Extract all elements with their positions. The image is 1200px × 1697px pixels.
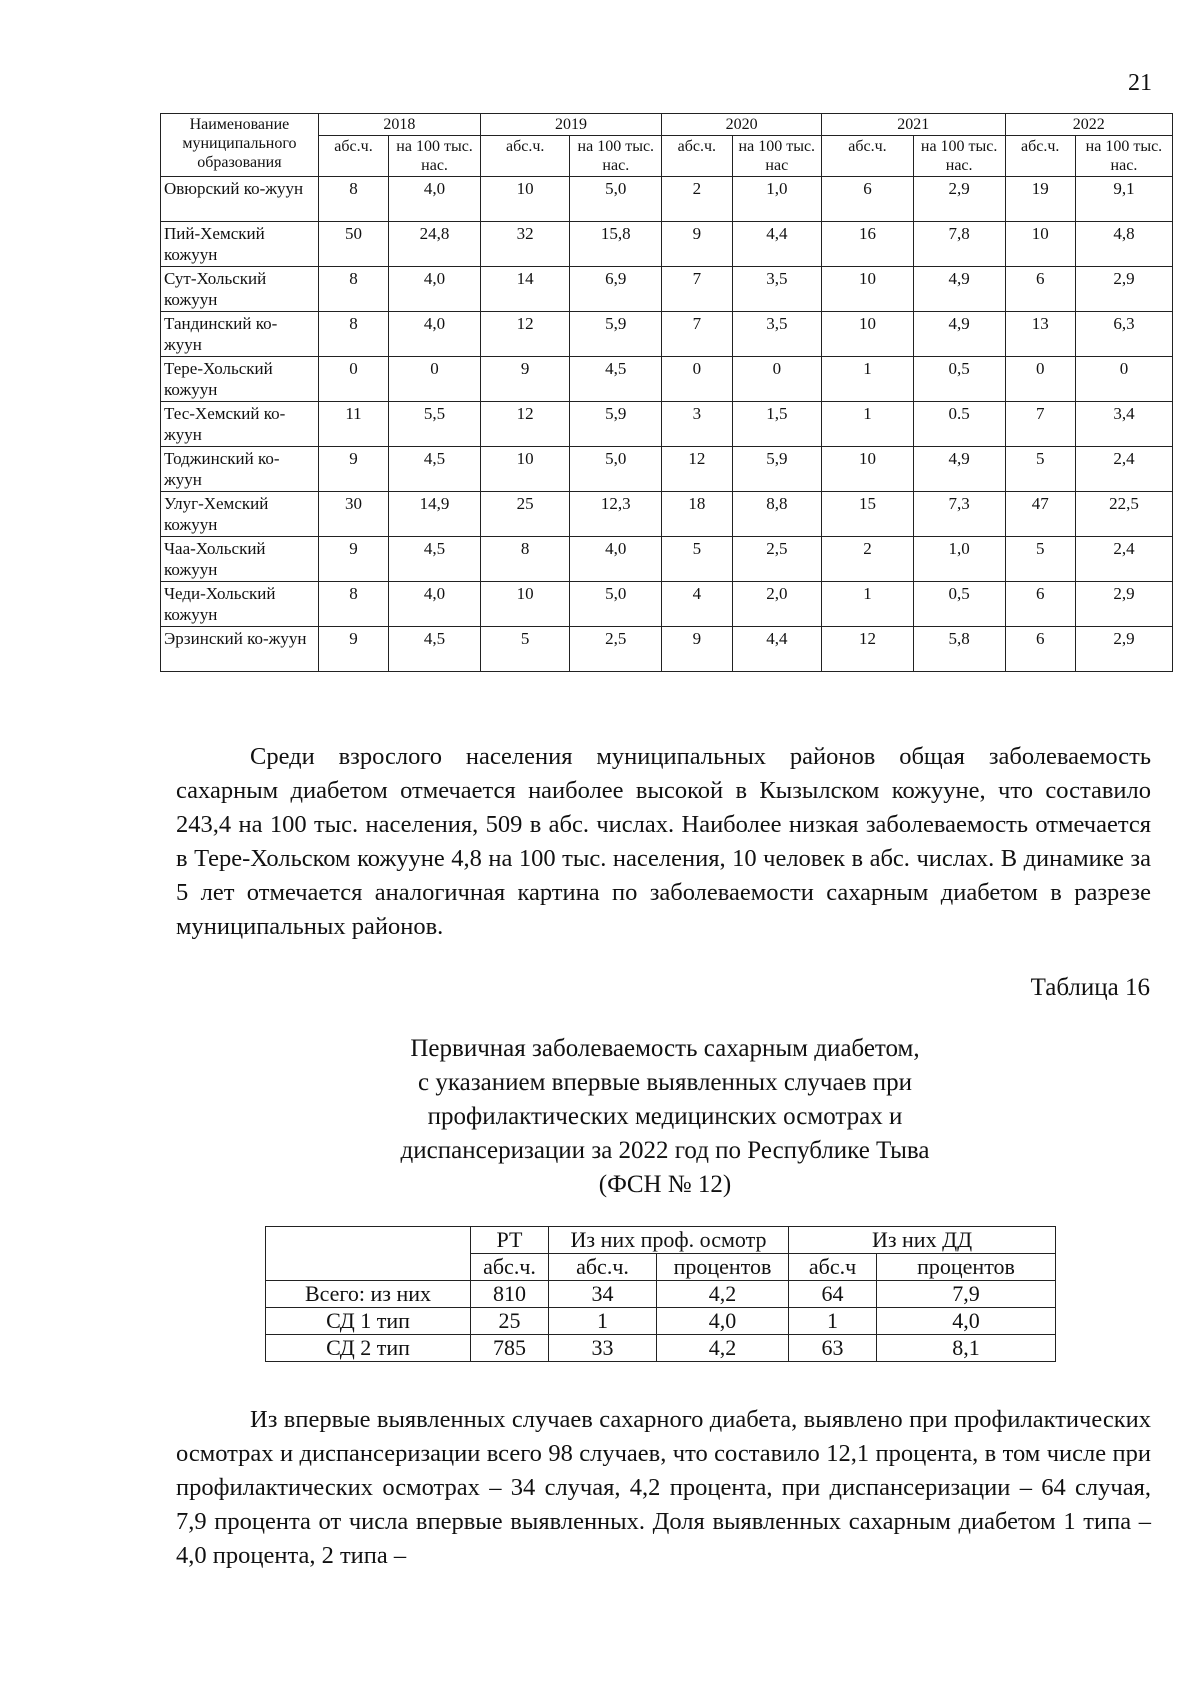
cell: 4,0 (657, 1308, 789, 1335)
table-row (161, 222, 1173, 267)
caption-line: диспансеризации за 2022 год по Республике Тыва (400, 1137, 930, 1164)
cell: 1 (549, 1308, 657, 1335)
cell: 4,0 (389, 582, 481, 627)
header-subcol: на 100 тыс. нас. (570, 136, 662, 177)
cell: 5 (662, 537, 732, 582)
cell: 15 (822, 492, 914, 537)
cell: 5 (1005, 537, 1075, 582)
cell: 30 (318, 492, 388, 537)
cell: 3,5 (732, 267, 822, 312)
header-year: 2018 (318, 114, 480, 136)
cell: 0.5 (913, 402, 1005, 447)
header-subcol: абс.ч. (822, 136, 914, 177)
cell: 4,2 (657, 1335, 789, 1362)
cell: 8 (480, 537, 570, 582)
cell: 25 (471, 1308, 549, 1335)
cell: 2,5 (732, 537, 822, 582)
cell: 5,8 (913, 627, 1005, 672)
cell: 0 (662, 357, 732, 402)
cell: 4,9 (913, 267, 1005, 312)
table-row (161, 537, 1173, 582)
district-name: Тере-Хольский кожуун (161, 357, 319, 402)
cell: 2,0 (732, 582, 822, 627)
cell: 5,9 (732, 447, 822, 492)
cell: 9 (318, 447, 388, 492)
cell: 22,5 (1075, 492, 1172, 537)
cell: 10 (480, 582, 570, 627)
page-number: 21 (1128, 70, 1152, 96)
cell: 10 (822, 312, 914, 357)
cell: 4,0 (877, 1308, 1056, 1335)
cell: 1,0 (913, 537, 1005, 582)
table-row (161, 627, 1173, 672)
table-label: Таблица 16 (1030, 974, 1150, 1001)
cell: 3,5 (732, 312, 822, 357)
table-row (161, 447, 1173, 492)
cell: 0,5 (913, 357, 1005, 402)
cell: 2,9 (913, 177, 1005, 222)
cell: 0 (389, 357, 481, 402)
header-subcol: абс.ч. (549, 1254, 657, 1281)
header-subcol: на 100 тыс. нас (732, 136, 822, 177)
cell: 5,9 (570, 402, 662, 447)
screening-table-2022 (265, 1226, 1056, 1362)
table-row (161, 177, 1173, 222)
cell: 12 (480, 402, 570, 447)
cell: 1 (789, 1308, 877, 1335)
cell: 5,9 (570, 312, 662, 357)
district-name: Тес-Хемский ко-жуун (161, 402, 319, 447)
cell: 8 (318, 582, 388, 627)
district-name: Чаа-Хольский кожуун (161, 537, 319, 582)
cell: 4,5 (570, 357, 662, 402)
cell: 10 (480, 447, 570, 492)
row-label: СД 1 тип (266, 1308, 471, 1335)
cell: 2 (662, 177, 732, 222)
header-rt: РТ (471, 1227, 549, 1254)
cell: 4,9 (913, 312, 1005, 357)
cell: 2,9 (1075, 267, 1172, 312)
header-year: 2022 (1005, 114, 1173, 136)
cell: 7,9 (877, 1281, 1056, 1308)
cell: 4,8 (1075, 222, 1172, 267)
cell: 9,1 (1075, 177, 1172, 222)
cell: 7 (662, 267, 732, 312)
row-label: Всего: из них (266, 1281, 471, 1308)
cell: 6 (1005, 627, 1075, 672)
cell: 63 (789, 1335, 877, 1362)
cell: 10 (1005, 222, 1075, 267)
cell: 2,9 (1075, 582, 1172, 627)
cell: 4,5 (389, 447, 481, 492)
cell: 6,3 (1075, 312, 1172, 357)
header-subcol: абс.ч. (662, 136, 732, 177)
cell: 785 (471, 1335, 549, 1362)
district-name: Чеди-Хольский кожуун (161, 582, 319, 627)
cell: 4,9 (913, 447, 1005, 492)
header-empty-cell (266, 1227, 471, 1281)
cell: 19 (1005, 177, 1075, 222)
row-label: СД 2 тип (266, 1335, 471, 1362)
incidence-table-2018-2022 (160, 113, 1173, 672)
district-name: Тоджинский ко-жуун (161, 447, 319, 492)
cell: 2 (822, 537, 914, 582)
cell: 15,8 (570, 222, 662, 267)
district-name: Сут-Хольский кожуун (161, 267, 319, 312)
cell: 8,1 (877, 1335, 1056, 1362)
table-row (161, 582, 1173, 627)
cell: 1 (822, 357, 914, 402)
header-subcol: абс.ч. (480, 136, 570, 177)
district-name: Пий-Хемский кожуун (161, 222, 319, 267)
cell: 9 (318, 537, 388, 582)
cell: 32 (480, 222, 570, 267)
cell: 24,8 (389, 222, 481, 267)
cell: 4,0 (389, 267, 481, 312)
cell: 1 (822, 402, 914, 447)
cell: 8 (318, 177, 388, 222)
cell: 10 (822, 447, 914, 492)
cell: 2,9 (1075, 627, 1172, 672)
table-row (161, 267, 1173, 312)
district-name: Эрзинский ко-жуун (161, 627, 319, 672)
cell: 1 (822, 582, 914, 627)
table-row (161, 492, 1173, 537)
cell: 7 (1005, 402, 1075, 447)
cell: 4,4 (732, 222, 822, 267)
cell: 14 (480, 267, 570, 312)
cell: 12 (480, 312, 570, 357)
cell: 0 (318, 357, 388, 402)
cell: 0 (732, 357, 822, 402)
cell: 12 (662, 447, 732, 492)
cell: 33 (549, 1335, 657, 1362)
cell: 4,5 (389, 537, 481, 582)
cell: 9 (662, 222, 732, 267)
cell: 11 (318, 402, 388, 447)
caption-line: профилактических медицинских осмотрах и (427, 1103, 903, 1130)
cell: 0 (1075, 357, 1172, 402)
cell: 14,9 (389, 492, 481, 537)
cell: 2,5 (570, 627, 662, 672)
header-year: 2020 (662, 114, 822, 136)
cell: 5,5 (389, 402, 481, 447)
cell: 0 (1005, 357, 1075, 402)
table-row (266, 1308, 1056, 1335)
cell: 0,5 (913, 582, 1005, 627)
cell: 3 (662, 402, 732, 447)
cell: 4,0 (389, 312, 481, 357)
table-row (161, 402, 1173, 447)
header-subcol: на 100 тыс. нас. (1075, 136, 1172, 177)
cell: 2,4 (1075, 537, 1172, 582)
cell: 34 (549, 1281, 657, 1308)
paragraph-district-summary: Среди взрослого населения муниципальных районов общая заболеваемость сахарным диабетом отмечается наиболее высокой в Кызылском кожууне, что составило 243,4 на 100 тыс. населения, 509 в абс. числах. Наиболее низкая заболеваемость отмечается в Тере-Хольском кожууне 4,8 на 100 тыс. населения, 10 человек в абс. числах. В динамике за 5 лет отмечается аналогичная картина по заболеваемости сахарным диабетом в разрезе муниципальных районов. (176, 743, 1151, 940)
cell: 5 (480, 627, 570, 672)
cell: 8 (318, 267, 388, 312)
header-subcol: абс.ч. (471, 1254, 549, 1281)
cell: 47 (1005, 492, 1075, 537)
table-caption (320, 1032, 1010, 1202)
cell: 6 (1005, 582, 1075, 627)
cell: 25 (480, 492, 570, 537)
cell: 7,8 (913, 222, 1005, 267)
cell: 16 (822, 222, 914, 267)
cell: 10 (480, 177, 570, 222)
table-row (161, 312, 1173, 357)
header-subcol: абс.ч (789, 1254, 877, 1281)
table-row (161, 357, 1173, 402)
cell: 4,0 (570, 537, 662, 582)
header-name-col: Наименование муниципального образования (161, 114, 319, 177)
cell: 4,2 (657, 1281, 789, 1308)
cell: 10 (822, 267, 914, 312)
paragraph-screening-summary: Из впервые выявленных случаев сахарного диабета, выявлено при профилактических осмотрах и диспансеризации всего 98 случаев, что составило 12,1 процента, в том числе при профилактических осмотрах – 34 случая, 4,2 процента, при диспансеризации – 64 случая, 7,9 процента от числа впервые выявленных. Доля выявленных сахарным диабетом 1 типа – 4,0 процента, 2 типа – (176, 1406, 1151, 1569)
cell: 6 (1005, 267, 1075, 312)
header-prof-exam: Из них проф. осмотр (549, 1227, 789, 1254)
cell: 8,8 (732, 492, 822, 537)
cell: 9 (318, 627, 388, 672)
district-name: Улуг-Хемский кожуун (161, 492, 319, 537)
cell: 64 (789, 1281, 877, 1308)
cell: 9 (480, 357, 570, 402)
cell: 9 (662, 627, 732, 672)
cell: 7 (662, 312, 732, 357)
header-subcol: на 100 тыс. нас. (389, 136, 481, 177)
district-name: Овюрский ко-жуун (161, 177, 319, 222)
district-name: Тандинский ко-жуун (161, 312, 319, 357)
table-row (266, 1281, 1056, 1308)
cell: 1,5 (732, 402, 822, 447)
header-dispensary: Из них ДД (789, 1227, 1056, 1254)
cell: 4,5 (389, 627, 481, 672)
cell: 6 (822, 177, 914, 222)
cell: 12 (822, 627, 914, 672)
caption-line: Первичная заболеваемость сахарным диабетом, (410, 1035, 920, 1062)
header-year: 2019 (480, 114, 661, 136)
cell: 18 (662, 492, 732, 537)
header-subcol: на 100 тыс. нас. (913, 136, 1005, 177)
cell: 5,0 (570, 447, 662, 492)
cell: 50 (318, 222, 388, 267)
cell: 5 (1005, 447, 1075, 492)
cell: 1,0 (732, 177, 822, 222)
cell: 12,3 (570, 492, 662, 537)
cell: 4,4 (732, 627, 822, 672)
caption-line: (ФСН № 12) (598, 1171, 732, 1198)
cell: 810 (471, 1281, 549, 1308)
caption-line: с указанием впервые выявленных случаев при (418, 1069, 912, 1096)
cell: 2,4 (1075, 447, 1172, 492)
header-year: 2021 (822, 114, 1005, 136)
cell: 8 (318, 312, 388, 357)
header-subcol: процентов (877, 1254, 1056, 1281)
cell: 5,0 (570, 177, 662, 222)
header-subcol: процентов (657, 1254, 789, 1281)
header-subcol: абс.ч. (318, 136, 388, 177)
cell: 6,9 (570, 267, 662, 312)
table-row (266, 1335, 1056, 1362)
cell: 4,0 (389, 177, 481, 222)
header-subcol: абс.ч. (1005, 136, 1075, 177)
cell: 5,0 (570, 582, 662, 627)
cell: 13 (1005, 312, 1075, 357)
cell: 7,3 (913, 492, 1005, 537)
cell: 3,4 (1075, 402, 1172, 447)
cell: 4 (662, 582, 732, 627)
